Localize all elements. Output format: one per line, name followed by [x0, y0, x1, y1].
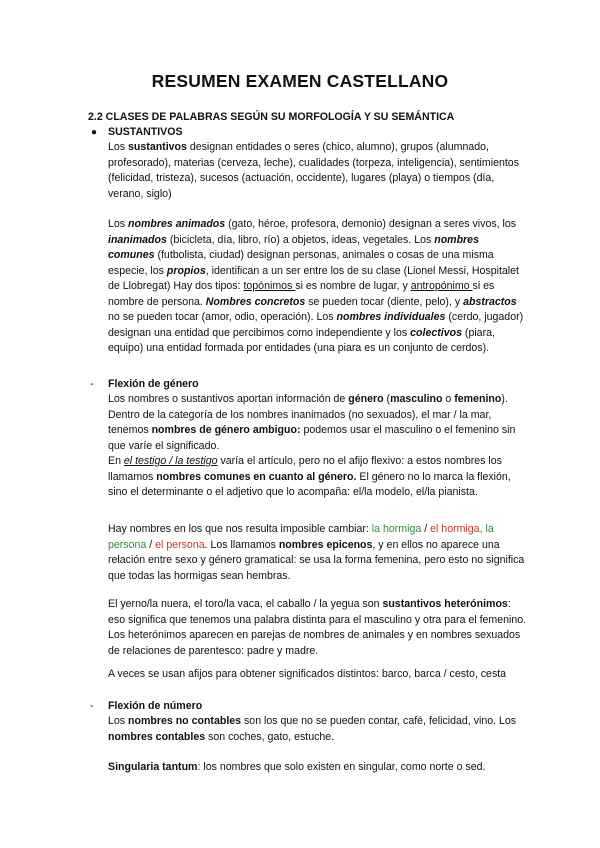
text-run: : los nombres que solo existen en singular, como norte o sed.	[197, 761, 486, 773]
section-heading: 2.2 CLASES DE PALABRAS SEGÚN SU MORFOLOGÍA Y SU SEMÁNTICA	[88, 111, 455, 123]
text-run: El género no lo marca la flexión, sino el determinante o el adjetivo que lo acompaña: el/la modelo, el/la pianista.	[108, 470, 511, 498]
text-run: (cerdo, jugador) designan una entidad que percibimos como independiente y los	[108, 311, 524, 339]
term-singularia-tantum: Singularia tantum	[108, 761, 198, 773]
text-run: : eso significa que tenemos una palabra distinta para el masculino y otra para el femenino. Los heterónimos aparecen en parejas de nombres de animales y en nombres sexuados de relaciones de parentesco: padre y madre.	[108, 598, 527, 657]
text-run: no se pueden tocar (amor, odio, operación). Los	[108, 311, 337, 323]
example-incorrect: el persona	[155, 538, 205, 551]
example-incorrect: el hormiga	[430, 523, 480, 535]
term-genero: género	[348, 393, 384, 405]
text-run: varía el artículo, pero no el afijo flexivo: a estos nombres los llamamos	[108, 455, 502, 483]
separator: ,	[479, 523, 486, 535]
text-run: En	[108, 455, 124, 467]
term-comunes-genero: nombres comunes en cuanto al género.	[156, 470, 357, 483]
term-contables: nombres contables	[108, 730, 206, 743]
term-nombres-concretos: Nombres concretos	[205, 295, 306, 308]
text-run: son los que no se pueden contar, café, felicidad, vino. Los	[241, 715, 517, 727]
text-run: Los	[108, 715, 129, 727]
term-nombres-comunes: nombres comunes	[108, 233, 479, 261]
term-colectivos: colectivos	[410, 326, 462, 339]
text-run: (piara, equipo) una entidad formada por entidades (una piara es un conjunto de cerdos).	[108, 326, 495, 354]
text-run: si es nombre de lugar, y	[295, 280, 411, 292]
term-sustantivos: sustantivos	[128, 141, 187, 153]
text-run: ). Dentro de la categoría de los nombres inanimados (no sexuados), el mar / la mar, tenemos	[108, 393, 508, 436]
term-masculino: masculino	[390, 393, 443, 405]
text-run: , identifican a un ser entre los de su clase (Lionel Messi, Hospitalet de Llobregat) Hay dos tipos:	[108, 264, 520, 292]
text-run: son coches, gato, estuche.	[205, 730, 335, 743]
text-run: (bicicleta, día, libro, río) a objetos, ideas, vegetales. Los	[166, 233, 435, 246]
page-title: RESUMEN EXAMEN CASTELLANO	[151, 71, 449, 91]
genero-paragraph-1	[108, 392, 528, 501]
term-femenino: femenino	[454, 393, 502, 405]
text-run: . Los llamamos	[204, 538, 279, 551]
sustantivos-paragraph-1	[108, 140, 528, 202]
sustantivos-heading: SUSTANTIVOS	[108, 126, 183, 138]
text-run: podemos usar el masculino o el femenino sin que varíe el significado.	[108, 424, 516, 452]
sustantivos-paragraph-2	[108, 217, 528, 357]
term-propios: propios	[166, 264, 206, 277]
term-nombres-individuales: nombres individuales	[336, 311, 446, 323]
term-nombres-animados: nombres animados	[128, 218, 226, 230]
term-inanimados: inanimados	[108, 233, 167, 246]
bullet-marker: ●	[91, 127, 98, 138]
text-run: Hay nombres en los que nos resulta imposible cambiar:	[108, 523, 372, 535]
text-run: Los nombres o sustantivos aportan información de	[108, 393, 349, 405]
separator: /	[421, 523, 431, 535]
term-antroponimo: antropónimo	[410, 280, 473, 292]
text-run: designan entidades o seres (chico, alumno), grupos (alumnado, profesorado), materias (cerveza, leche), cualidades (torpeza, inteligencia), sentimientos (felicidad, tristeza), sucesos (actuación, occidente), lugares (playa) o tiempos (día, verano, siglo)	[108, 141, 519, 200]
text-run: El yerno/la nuera, el toro/la vaca, el caballo / la yegua son	[108, 598, 383, 610]
genero-paragraph-2	[108, 522, 528, 584]
genero-paragraph-4: A veces se usan afijos para obtener significados distintos: barco, barca / cesto, cesta	[108, 668, 507, 680]
dash-marker: -	[90, 700, 94, 712]
numero-paragraph-2	[108, 760, 528, 776]
genero-heading: Flexión de género	[108, 378, 199, 390]
numero-heading: Flexión de número	[108, 700, 203, 712]
term-abstractos: abstractos	[463, 295, 517, 308]
separator: /	[146, 538, 156, 551]
text-run: Los	[108, 141, 129, 153]
text-run: (gato, héroe, profesora, demonio) designan a seres vivos, los	[225, 218, 517, 230]
term-epicenos: nombres epicenos	[278, 538, 373, 551]
text-run: se pueden tocar (diente, pelo), y	[305, 295, 464, 308]
text-run: (	[383, 393, 391, 405]
dash-marker: -	[90, 378, 94, 390]
text-run: si es nombre de persona.	[108, 280, 495, 308]
text-run: (futbolista, ciudad) designan personas, animales o cosas de una misma especie, los	[108, 249, 494, 277]
term-toponimos: topónimos	[243, 280, 296, 292]
term-no-contables: nombres no contables	[128, 715, 242, 727]
text-run: , y en ellos no aparece una relación entre sexo y género gramatical: se usa la forma femenina, pero esto no significa que todas las hormigas sean hembras.	[108, 538, 525, 582]
term-heteronimos: sustantivos heterónimos	[382, 598, 508, 610]
example-testigo: el testigo / la testigo	[123, 455, 218, 467]
text-run: Los	[108, 218, 129, 230]
example-correct: la persona	[108, 523, 494, 551]
numero-paragraph-1	[108, 714, 528, 745]
text-run: o	[442, 393, 455, 405]
example-correct: la hormiga	[371, 523, 422, 535]
term-genero-ambiguo: nombres de género ambiguo:	[151, 424, 301, 436]
genero-paragraph-3	[108, 597, 528, 659]
